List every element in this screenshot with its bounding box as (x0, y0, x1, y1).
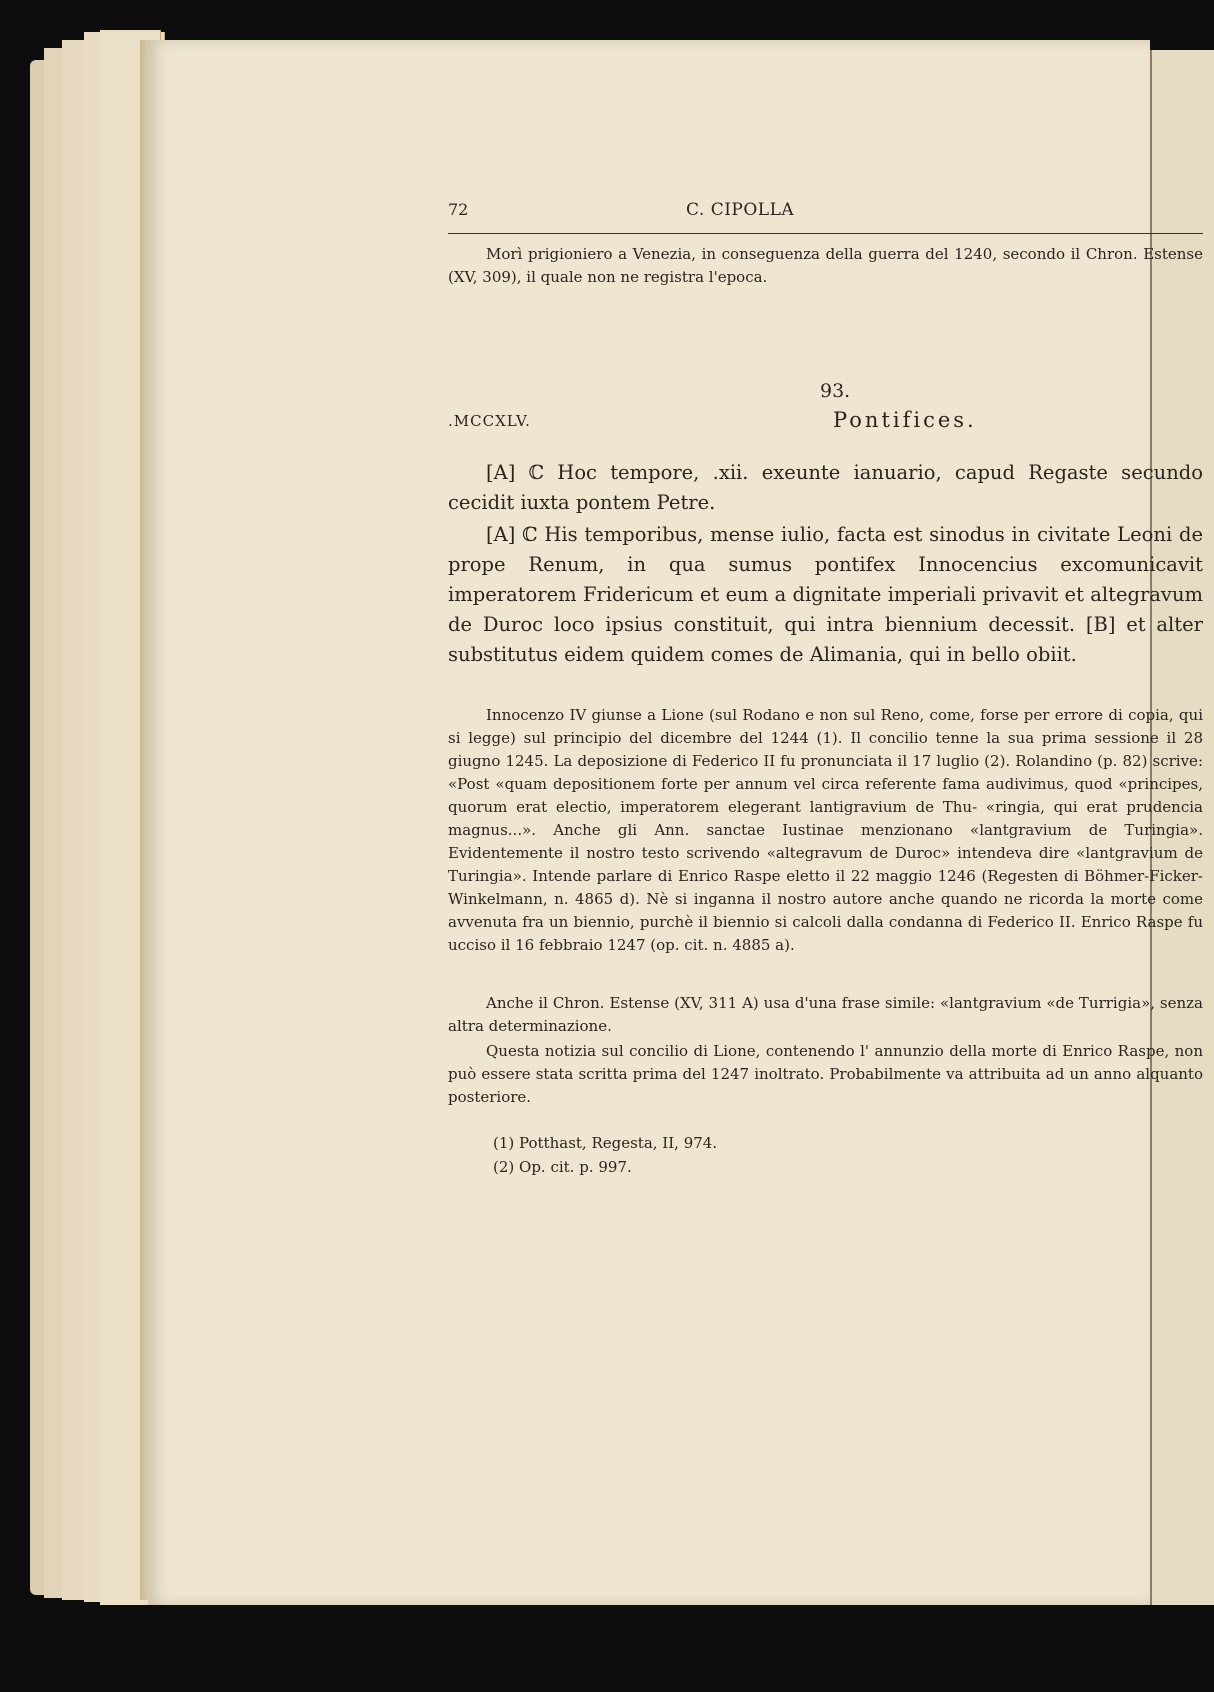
footnote-2: (2) Op. cit. p. 997. (493, 1158, 632, 1176)
section-number: 93. (820, 380, 851, 402)
commentary-para-1 (448, 704, 1203, 957)
intro-note (448, 243, 1203, 289)
page-number: 72 (448, 200, 469, 219)
footnote-1: (1) Potthast, Regesta, II, 974. (493, 1134, 718, 1152)
running-head: C. CIPOLLA (686, 200, 795, 220)
page-header (148, 200, 1150, 230)
commentary-para-3 (448, 1040, 1203, 1109)
header-rule (448, 233, 1203, 234)
main-text-para-2 (448, 520, 1203, 670)
section-title: Pontifices. (833, 408, 977, 432)
main-text-para-1 (448, 458, 1203, 518)
main-text-para-1-text: [A] ℂ Hoc tempore, .xii. exeunte ianuario, capud Regaste secundo cecidit iuxta pontem Petre. (448, 461, 1203, 514)
commentary-para-3-text: Questa notizia sul concilio di Lione, contenendo l' annunzio della morte di Enrico Raspe, non può essere stata scritta prima del 1247 inoltrato. Probabilmente va attribuita ad un anno alquanto posteriore. (448, 1042, 1203, 1106)
section-year: .MCCXLV. (448, 412, 531, 430)
commentary-para-2 (448, 992, 1203, 1038)
intro-note-text: Morì prigioniero a Venezia, in conseguenza della guerra del 1240, secondo il Chron. Estense (XV, 309), il quale non ne registra l'epoca. (448, 245, 1203, 286)
main-text-para-2-text: [A] ℂ His temporibus, mense iulio, facta est sinodus in civitate Leoni de prope Renum, in qua sumus pontifex Innocencius excomunicavit imperatorem Fridericum et eum a dignitate imperiali privavit et altegravum de Duroc loco ipsius constituit, qui intra biennium decessit. [B] et alter substitutus eidem quidem comes de Alimania, qui in bello obiit. (448, 523, 1203, 666)
commentary-para-2-text: Anche il Chron. Estense (XV, 311 A) usa d'una frase simile: «lantgravium «de Turrigia», senza altra determinazione. (448, 994, 1203, 1035)
commentary-para-1-text: Innocenzo IV giunse a Lione (sul Rodano e non sul Reno, come, forse per errore di copia, qui si legge) sul principio del dicembre del 1244 (1). Il concilio tenne la sua prima sessione il 28 giugno 1245. La deposizione di Federico II fu pronunciata il 17 luglio (2). Rolandino (p. 82) scrive: «Post «quam depositionem forte per annum vel circa referente fama audivimus, quod «principes, quorum erat electio, imperatorem elegerant lantigravium de Thu- «ringia, qui erat prudencia magnus...». Anche gli Ann. sanctae Iustinae menzionano «lantgravium de Turingia». Evidentemente il nostro testo scrivendo «altegravum de Duroc» intendeva dire «lantgravium de Turingia». Intende parlare di Enrico Raspe eletto il 22 maggio 1246 (Regesten di Böhmer-Ficker-Winkelmann, n. 4865 d). Nè si inganna il nostro autore anche quando ne ricorda la morte come avvenuta fra un biennio, purchè il biennio si calcoli dalla condanna di Federico II. Enrico Raspe fu ucciso il 16 febbraio 1247 (op. cit. n. 4885 a). (448, 706, 1203, 954)
book-page (148, 40, 1203, 1605)
